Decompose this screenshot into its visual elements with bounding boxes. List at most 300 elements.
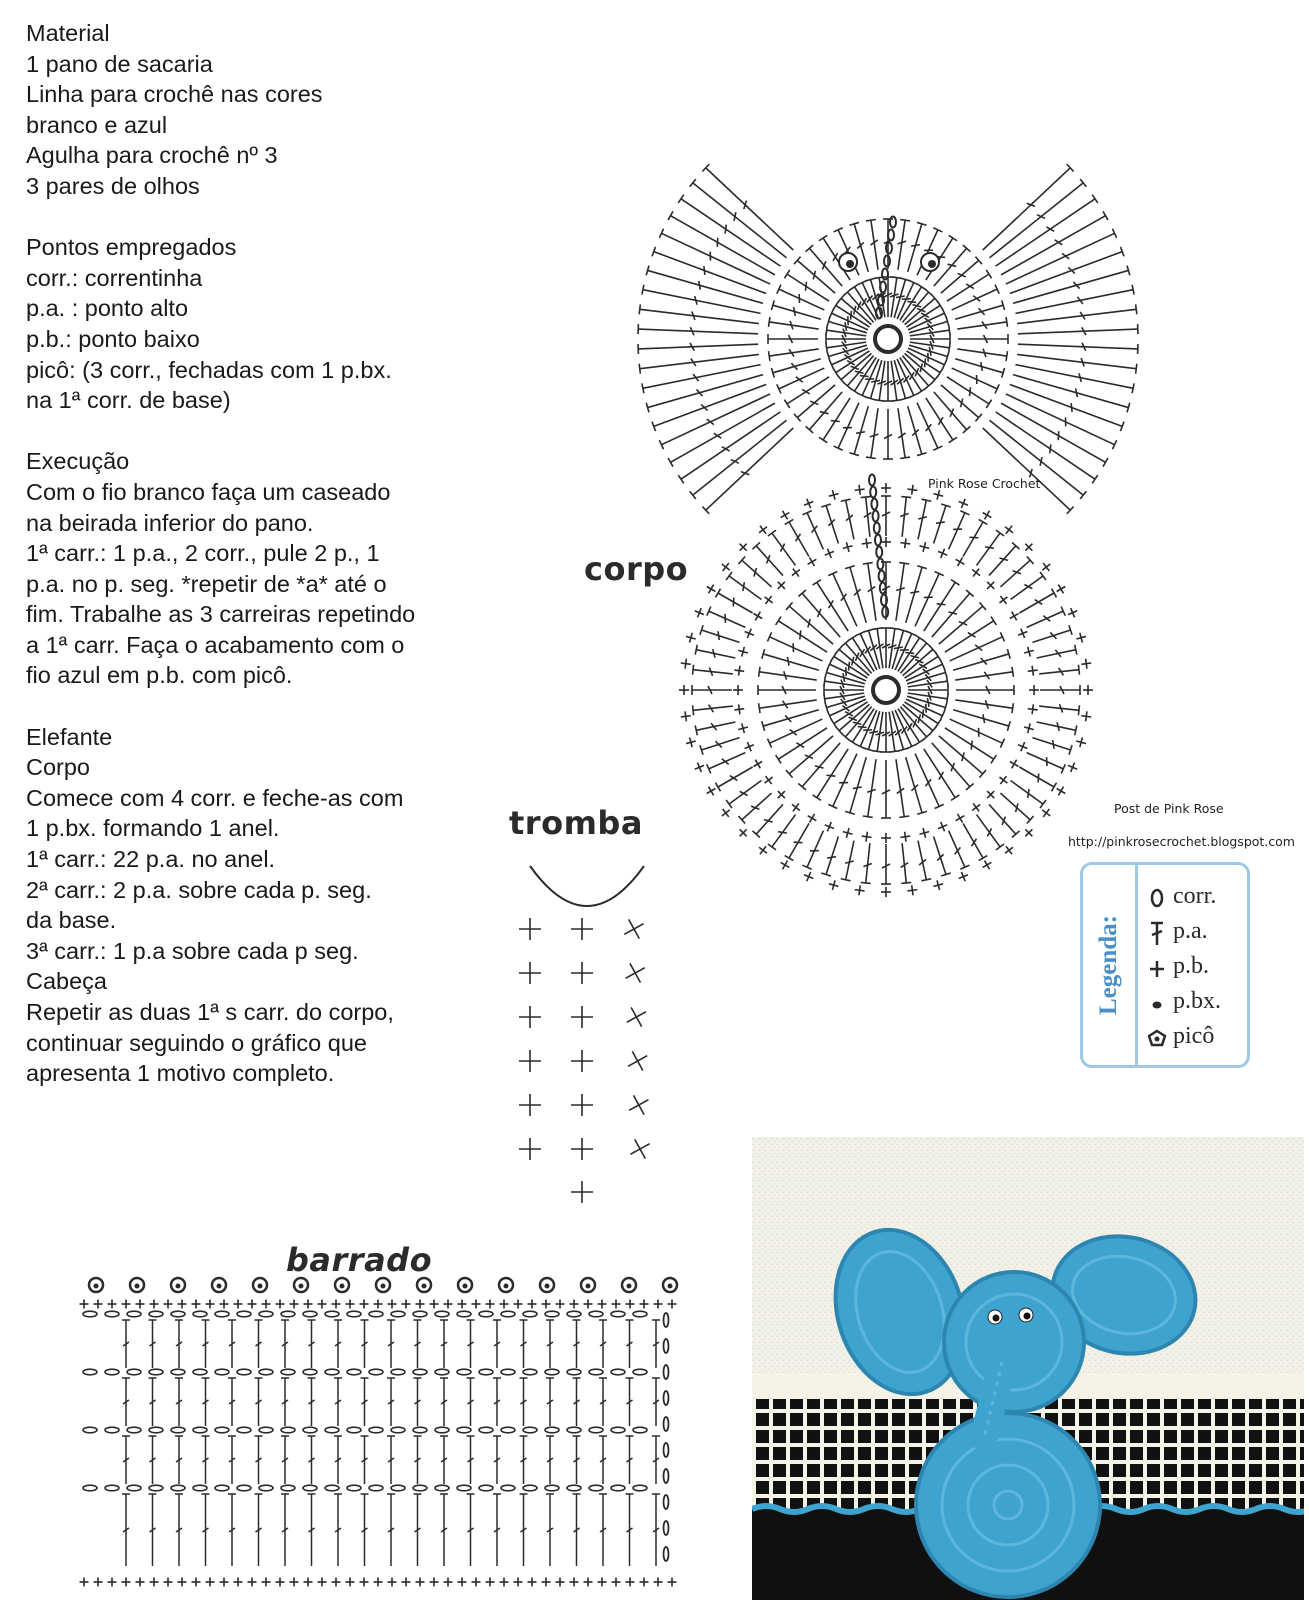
elephant-photo-illustration xyxy=(752,1137,1304,1600)
dc-bar xyxy=(1079,373,1081,382)
dc-bar xyxy=(918,517,927,519)
dc-bar xyxy=(713,649,715,658)
dc-stitch xyxy=(1039,706,1079,710)
dc-top xyxy=(824,694,825,704)
dc-stitch xyxy=(908,224,922,272)
dc-stitch xyxy=(939,606,983,644)
sc-stitch xyxy=(1032,666,1033,676)
chain-stitch xyxy=(127,1369,141,1375)
chain-stitch xyxy=(413,1311,427,1317)
dc-bar xyxy=(849,717,857,720)
execution-line: p.a. no p. seg. *repetir de *a* até o xyxy=(26,570,387,597)
sc-stitch xyxy=(792,570,800,576)
dc-top xyxy=(921,879,931,881)
dc-bar xyxy=(860,376,869,377)
label-corpo: corpo xyxy=(584,550,689,588)
chain-stitch xyxy=(193,1369,207,1375)
chain-stitch xyxy=(303,1427,317,1433)
single-crochet-icon xyxy=(1145,955,1169,981)
dc-top xyxy=(726,572,732,580)
chain-stitch xyxy=(171,1311,185,1317)
dc-top xyxy=(639,304,640,314)
dc-bar xyxy=(857,302,860,310)
sc-stitch xyxy=(739,704,740,714)
chain-stitch xyxy=(347,1369,361,1375)
chain-stitch xyxy=(567,1427,581,1433)
sc-stitch xyxy=(1000,776,1006,784)
dc-bar xyxy=(948,612,957,614)
dc-top xyxy=(917,284,925,289)
chain-stitch xyxy=(149,1369,163,1375)
dc-stitch xyxy=(1010,252,1122,294)
sc-stitch xyxy=(1058,787,1063,796)
dc-stitch xyxy=(1013,375,1128,408)
material-item: Linha para crochê nas cores xyxy=(26,81,323,108)
chain-stitch xyxy=(567,1485,581,1491)
chain-stitch xyxy=(127,1427,141,1433)
dc-top xyxy=(642,285,644,295)
chain-icon xyxy=(1145,885,1169,911)
chain-stitch xyxy=(633,1485,647,1491)
sc-stitch xyxy=(759,527,767,533)
dc-top xyxy=(996,844,1004,850)
dc-bar xyxy=(851,366,859,369)
dc-bar xyxy=(845,322,847,331)
dc-bar xyxy=(929,347,931,356)
dc-top xyxy=(678,475,684,483)
dc-top xyxy=(991,755,996,763)
dc-top xyxy=(1103,458,1108,467)
chain-stitch xyxy=(369,1427,383,1433)
dc-top xyxy=(768,530,776,536)
sc-stitch xyxy=(855,489,865,490)
chain-stitch xyxy=(545,1369,559,1375)
chain-stitch xyxy=(589,1311,603,1317)
sc-stitch xyxy=(956,816,965,821)
dc-stitch xyxy=(701,738,739,750)
dc-stitch xyxy=(866,497,870,537)
dc-bar xyxy=(845,861,854,863)
execution-line: na beirada inferior do pano. xyxy=(26,509,314,536)
slip-stitch-icon xyxy=(1145,990,1169,1016)
dc-stitch xyxy=(983,428,1070,510)
dc-top xyxy=(668,211,673,220)
sc-stitch xyxy=(900,836,910,837)
dc-stitch xyxy=(917,403,938,448)
chain-stitch xyxy=(193,1485,207,1491)
dc-bar xyxy=(912,305,921,307)
sc-stitch xyxy=(983,513,992,518)
dc-bar xyxy=(855,371,864,373)
dc-top xyxy=(921,499,931,501)
picot-center xyxy=(422,1284,427,1289)
dc-bar xyxy=(918,714,920,723)
chain-stitch xyxy=(479,1427,493,1433)
dc-top xyxy=(759,667,760,677)
chain-stitch xyxy=(435,1311,449,1317)
chain-stitch xyxy=(633,1427,647,1433)
dc-bar xyxy=(1028,789,1029,798)
dc-top xyxy=(915,739,923,744)
dc-top xyxy=(1132,285,1134,295)
dc-bar xyxy=(1040,457,1042,466)
dc-top xyxy=(695,645,697,655)
double-crochet-icon xyxy=(1145,920,1169,946)
dc-bar xyxy=(820,412,829,414)
dc-top xyxy=(1012,703,1013,713)
chain-stitch xyxy=(391,1311,405,1317)
dc-stitch xyxy=(787,274,829,301)
chain-stitch xyxy=(523,1485,537,1491)
sc-stitch xyxy=(792,804,800,810)
sc-stitch xyxy=(1005,847,1013,853)
dc-top xyxy=(1040,800,1046,808)
dc-stitch xyxy=(926,398,953,440)
dc-stitch xyxy=(854,406,868,454)
sc-stitch xyxy=(907,890,917,891)
dc-bar xyxy=(855,653,858,661)
dc-top xyxy=(693,665,694,675)
sc-stitch xyxy=(1000,596,1006,604)
chain-stitch xyxy=(589,1427,603,1433)
dc-stitch xyxy=(957,349,1006,356)
dc-bar xyxy=(718,631,719,640)
chain-stitch xyxy=(105,1485,119,1491)
dc-bar xyxy=(695,296,697,305)
head-chart xyxy=(638,164,1138,514)
dc-stitch xyxy=(1017,354,1136,368)
dc-top xyxy=(947,676,948,686)
dc-stitch xyxy=(949,513,965,550)
material-title: Material xyxy=(26,20,110,46)
sc-stitch xyxy=(808,816,817,821)
dc-stitch xyxy=(1032,630,1070,642)
chain-stitch xyxy=(435,1485,449,1491)
dc-top xyxy=(831,652,836,660)
dc-top xyxy=(848,635,856,640)
dc-bar xyxy=(853,722,862,724)
chain-stitch xyxy=(391,1427,405,1433)
dc-top xyxy=(1103,211,1108,220)
chain-stitch xyxy=(281,1485,295,1491)
chain-stitch xyxy=(435,1369,449,1375)
neck-chain xyxy=(880,583,886,594)
chain-stitch xyxy=(171,1427,185,1433)
dc-top xyxy=(863,816,873,817)
neck-chain xyxy=(876,547,882,558)
picot-center xyxy=(258,1284,263,1289)
dc-stitch xyxy=(902,843,906,883)
sc-stitch xyxy=(1058,585,1063,594)
dc-bar xyxy=(1071,403,1072,412)
dc-stitch xyxy=(1019,767,1054,787)
neck-chain xyxy=(871,499,877,510)
dc-bar xyxy=(725,225,726,234)
neck-chain xyxy=(877,559,883,570)
dc-stitch xyxy=(989,804,1016,834)
dc-bar xyxy=(959,622,967,625)
dc-stitch xyxy=(963,823,983,858)
chain-stitch xyxy=(611,1485,625,1491)
dc-bar xyxy=(958,273,966,276)
dc-stitch xyxy=(941,385,979,418)
chain-stitch xyxy=(369,1485,383,1491)
dc-bar xyxy=(856,432,865,434)
dc-stitch xyxy=(640,354,759,368)
sc-stitch xyxy=(781,862,790,867)
dc-stitch xyxy=(983,168,1070,250)
dc-top xyxy=(841,879,851,881)
chain-stitch xyxy=(149,1485,163,1491)
dc-top xyxy=(715,589,720,598)
chain-stitch xyxy=(457,1485,471,1491)
dc-bar xyxy=(733,598,734,607)
dc-top xyxy=(890,628,900,629)
sc-stitch xyxy=(1012,760,1017,769)
dc-stitch xyxy=(908,406,922,454)
dc-bar xyxy=(951,763,954,771)
sc-stitch xyxy=(855,890,865,891)
picot-icon xyxy=(1145,1025,1169,1051)
sc-stitch xyxy=(629,919,640,938)
dc-stitch xyxy=(802,743,840,787)
dc-top xyxy=(951,795,959,800)
dc-top xyxy=(1075,725,1077,735)
chain-stitch xyxy=(347,1427,361,1433)
dc-stitch xyxy=(846,841,854,880)
dc-stitch xyxy=(807,831,823,868)
chain-stitch xyxy=(369,1369,383,1375)
sc-stitch xyxy=(1005,527,1013,533)
dc-bar xyxy=(787,657,789,666)
dc-top xyxy=(715,783,720,792)
chain-stitch xyxy=(589,1485,603,1491)
chain-stitch xyxy=(105,1311,119,1317)
dc-stitch xyxy=(1019,593,1054,613)
dc-top xyxy=(986,400,991,408)
legend-row xyxy=(1141,986,1249,1020)
dc-top xyxy=(866,457,876,458)
dc-bar xyxy=(937,604,946,605)
dc-top xyxy=(785,856,794,861)
chain-stitch xyxy=(193,1427,207,1433)
dc-stitch xyxy=(1018,329,1138,334)
execution-line: a 1ª carr. Faça o acabamento com o xyxy=(26,631,405,658)
picot-center xyxy=(545,1284,550,1289)
chain-stitch xyxy=(633,1369,647,1375)
dc-top xyxy=(890,751,900,752)
edge-chain xyxy=(664,1417,669,1431)
dc-bar xyxy=(907,302,916,303)
dc-stitch xyxy=(1037,722,1076,730)
dc-stitch xyxy=(802,593,840,637)
chain-stitch xyxy=(215,1369,229,1375)
dc-stitch xyxy=(681,199,780,266)
sc-stitch xyxy=(972,804,980,810)
dc-bar xyxy=(852,657,854,666)
dc-bar xyxy=(1053,740,1054,749)
edge-chain xyxy=(664,1391,669,1405)
dc-top xyxy=(901,882,911,883)
chain-stitch xyxy=(567,1311,581,1317)
dc-top xyxy=(726,800,732,808)
chain-stitch xyxy=(479,1485,493,1491)
chain-stitch xyxy=(457,1427,471,1433)
dc-stitch xyxy=(797,260,835,293)
dc-bar xyxy=(808,619,810,628)
chain-stitch xyxy=(501,1369,515,1375)
dc-stitch xyxy=(1013,270,1128,303)
chain-stitch xyxy=(215,1311,229,1317)
dc-stitch xyxy=(701,630,739,642)
chain-stitch xyxy=(171,1485,185,1491)
dc-bar xyxy=(905,653,914,654)
sc-stitch xyxy=(862,543,872,544)
dc-top xyxy=(819,437,827,442)
dc-top xyxy=(1078,665,1079,675)
dc-top xyxy=(784,400,789,408)
dc-top xyxy=(861,497,871,498)
chain-stitch xyxy=(259,1427,273,1433)
chain-stitch xyxy=(347,1311,361,1317)
dc-bar xyxy=(985,547,994,548)
material-item: 3 pares de olhos xyxy=(26,172,200,199)
picot-center xyxy=(627,1284,632,1289)
dc-bar xyxy=(794,307,796,316)
sc-stitch xyxy=(1086,659,1087,669)
dc-bar xyxy=(894,647,903,649)
chain-stitch xyxy=(127,1311,141,1317)
sc-stitch xyxy=(983,862,992,867)
dc-bar xyxy=(805,755,813,758)
dc-bar xyxy=(936,522,945,523)
dc-stitch xyxy=(945,621,994,652)
sc-stitch xyxy=(755,612,760,621)
sc-stitch xyxy=(709,787,714,796)
dc-stitch xyxy=(718,767,753,787)
legend-box xyxy=(1080,862,1250,1068)
dc-top xyxy=(863,563,873,564)
dc-top xyxy=(1078,705,1079,715)
dc-bar xyxy=(917,308,925,311)
dc-top xyxy=(1092,195,1098,203)
picot-center xyxy=(668,1284,673,1289)
dc-stitch xyxy=(693,706,733,710)
dc-top xyxy=(759,703,760,713)
dc-top xyxy=(841,499,851,501)
dc-stitch xyxy=(996,412,1095,479)
picot-center xyxy=(135,1284,140,1289)
dc-top xyxy=(949,325,950,335)
body-line: 2ª carr.: 2 p.a. sobre cada p. seg. xyxy=(26,876,372,903)
dc-bar xyxy=(1068,267,1075,273)
dc-stitch xyxy=(643,365,761,389)
dc-top xyxy=(695,725,697,735)
dc-bar xyxy=(699,281,701,290)
ring-hole xyxy=(883,334,893,344)
chain-stitch xyxy=(281,1369,295,1375)
credit-post: Post de Pink Rose xyxy=(1114,801,1224,816)
sc-stitch xyxy=(900,543,910,544)
chain-stitch xyxy=(259,1369,273,1375)
dc-stitch xyxy=(681,412,780,479)
chain-stitch xyxy=(457,1311,471,1317)
picot-center xyxy=(463,1284,468,1289)
sc-stitch xyxy=(956,559,965,564)
dc-stitch xyxy=(789,823,809,858)
chain-stitch xyxy=(611,1311,625,1317)
stitches-title: Pontos empregados xyxy=(26,234,237,261)
chain-stitch xyxy=(479,1369,493,1375)
dc-top xyxy=(1092,475,1098,483)
dc-stitch xyxy=(648,270,763,303)
picot-center xyxy=(381,1284,386,1289)
dc-top xyxy=(1132,383,1134,393)
dc-top xyxy=(991,617,996,625)
dc-stitch xyxy=(871,220,878,269)
dc-top xyxy=(949,343,950,353)
dc-stitch xyxy=(947,274,989,301)
sc-stitch xyxy=(685,711,686,721)
chain-stitch xyxy=(149,1311,163,1317)
dc-bar xyxy=(896,296,905,298)
dc-bar xyxy=(1038,774,1039,783)
chain-stitch xyxy=(303,1485,317,1491)
chain-stitch xyxy=(567,1369,581,1375)
chain-stitch xyxy=(303,1311,317,1317)
body-line: 1ª carr.: 22 p.a. no anel. xyxy=(26,846,276,873)
dc-stitch xyxy=(952,368,997,389)
legend-row xyxy=(1141,951,1249,985)
dc-top xyxy=(935,719,940,727)
dc-bar xyxy=(910,591,919,593)
dc-bar xyxy=(869,731,878,733)
dc-bar xyxy=(701,404,708,410)
legend-row xyxy=(1141,881,1249,915)
chain-stitch xyxy=(83,1369,97,1375)
trunk-chain xyxy=(880,282,886,293)
credit-top: Pink Rose Crochet xyxy=(928,476,1041,491)
dc-stitch xyxy=(934,505,946,543)
dc-bar xyxy=(827,857,836,858)
dc-stitch xyxy=(718,593,753,613)
chain-stitch xyxy=(149,1427,163,1433)
chain-stitch xyxy=(281,1427,295,1433)
dc-top xyxy=(935,652,940,660)
neck-chain xyxy=(873,511,879,522)
border-chart xyxy=(80,1278,678,1587)
dc-bar xyxy=(1050,444,1051,453)
picot-center xyxy=(504,1284,509,1289)
dc-bar xyxy=(818,609,821,617)
dc-bar xyxy=(815,766,824,768)
chain-stitch xyxy=(391,1485,405,1491)
picot-center xyxy=(586,1284,591,1289)
trunk-chain xyxy=(882,269,888,280)
sc-stitch xyxy=(907,489,917,490)
sc-stitch xyxy=(862,836,872,837)
sc-stitch xyxy=(635,1139,646,1158)
dc-top xyxy=(874,400,884,401)
dc-stitch xyxy=(1032,738,1070,750)
dc-top xyxy=(900,220,910,221)
dc-stitch xyxy=(809,392,842,430)
chain-stitch xyxy=(457,1369,471,1375)
dc-top xyxy=(693,705,694,715)
sc-stitch xyxy=(766,596,772,604)
dc-top xyxy=(951,580,959,585)
dc-stitch xyxy=(957,322,1006,329)
